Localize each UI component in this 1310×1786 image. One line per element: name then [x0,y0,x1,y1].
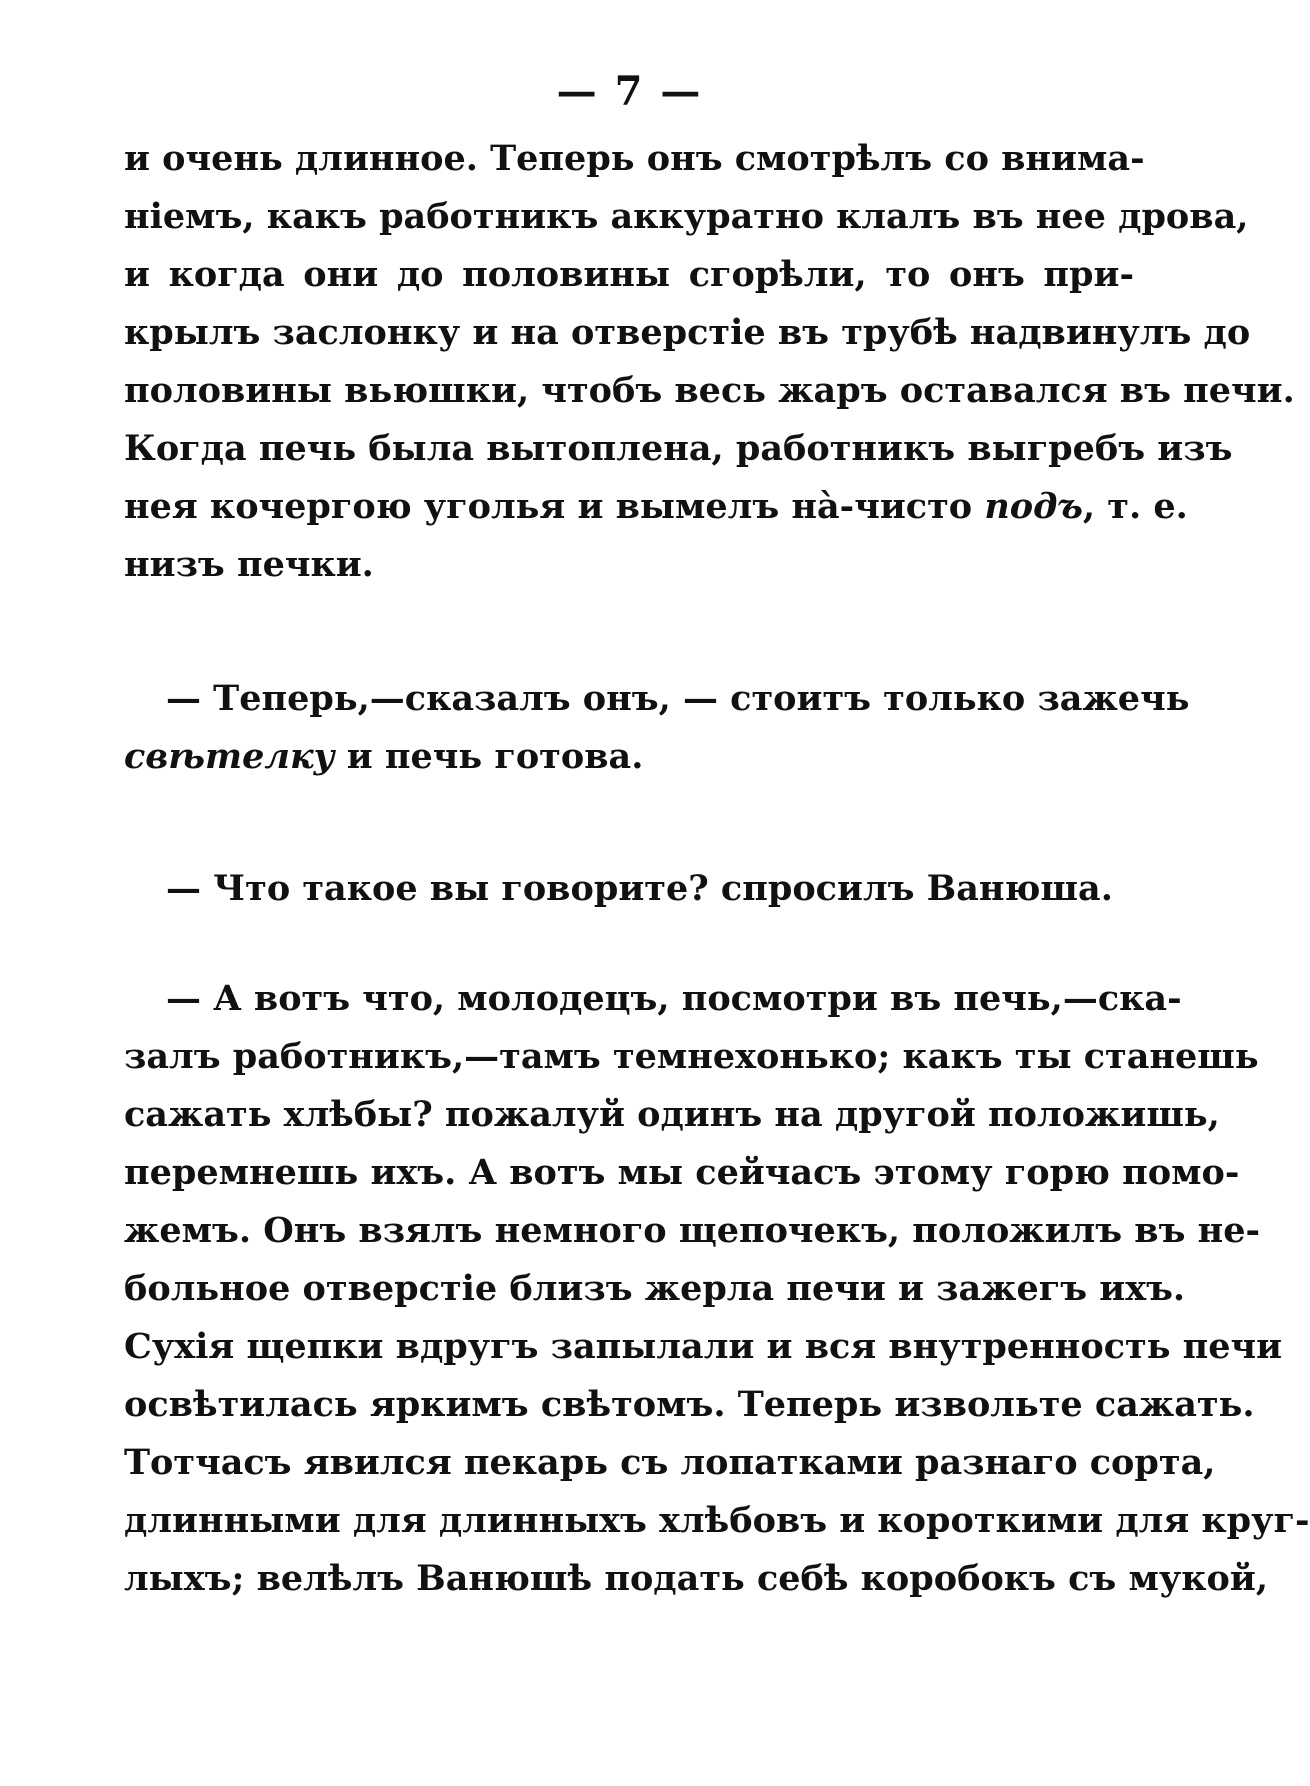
paragraph-3 [124,860,1134,918]
paragraph-1 [124,130,1295,594]
text-line: половины вьюшки, чтобъ весь жаръ оставался въ печи. [124,370,1295,411]
text-fragment: и печь готова. [334,736,644,777]
text-line: и когда они до половины сгорѣли, то онъ при- [124,254,1134,295]
paragraph-4 [124,970,1310,1608]
text-line: Тотчасъ явился пекарь съ лопатками разнаго сорта, [124,1442,1216,1483]
text-line: Когда печь была вытоплена, работникъ выгребъ изъ [124,428,1233,469]
dialogue-line: — Теперь,—сказалъ онъ, — стоитъ только зажечь [166,678,1190,719]
text-line: низъ печки. [124,544,374,585]
paragraph-2 [124,670,1190,786]
page-number: — 7 — [556,68,703,115]
dialogue-line: — Что такое вы говорите? спросилъ Ванюша. [166,868,1113,909]
text-line-with-term [124,478,1188,536]
text-fragment: нея кочергою уголья и вымелъ на̀-чисто [124,486,985,527]
text-line: освѣтилась яркимъ свѣтомъ. Теперь извольте сажать. [124,1384,1255,1425]
text-line: залъ работникъ,—тамъ темнехонько; какъ ты станешь [124,1036,1259,1077]
text-line: больное отверстіе близъ жерла печи и зажегъ ихъ. [124,1268,1186,1309]
italic-term: подъ [984,486,1083,527]
text-line: длинными для длинныхъ хлѣбовъ и короткими для круг- [124,1500,1310,1541]
italic-term: свѣтелку [124,736,335,777]
dialogue-line: — А вотъ что, молодецъ, посмотри въ печь,—ска- [166,978,1182,1019]
text-line: крылъ заслонку и на отверстіе въ трубѣ надвинулъ до [124,312,1251,353]
text-fragment: , т. е. [1082,486,1188,527]
text-line-with-term [124,728,1134,786]
text-line: ніемъ, какъ работникъ аккуратно клалъ въ нее дрова, [124,196,1249,237]
text-line: и очень длинное. Теперь онъ смотрѣлъ со внима- [124,138,1145,179]
text-line: жемъ. Онъ взялъ немного щепочекъ, положилъ въ не- [124,1210,1261,1251]
text-line: перемнешь ихъ. А вотъ мы сейчасъ этому горю помо- [124,1152,1240,1193]
text-line: лыхъ; велѣлъ Ванюшѣ подать себѣ коробокъ съ мукой, [124,1558,1269,1599]
text-line: сажать хлѣбы? пожалуй одинъ на другой положишь, [124,1094,1220,1135]
text-line: Сухія щепки вдругъ запылали и вся внутренность печи [124,1326,1283,1367]
